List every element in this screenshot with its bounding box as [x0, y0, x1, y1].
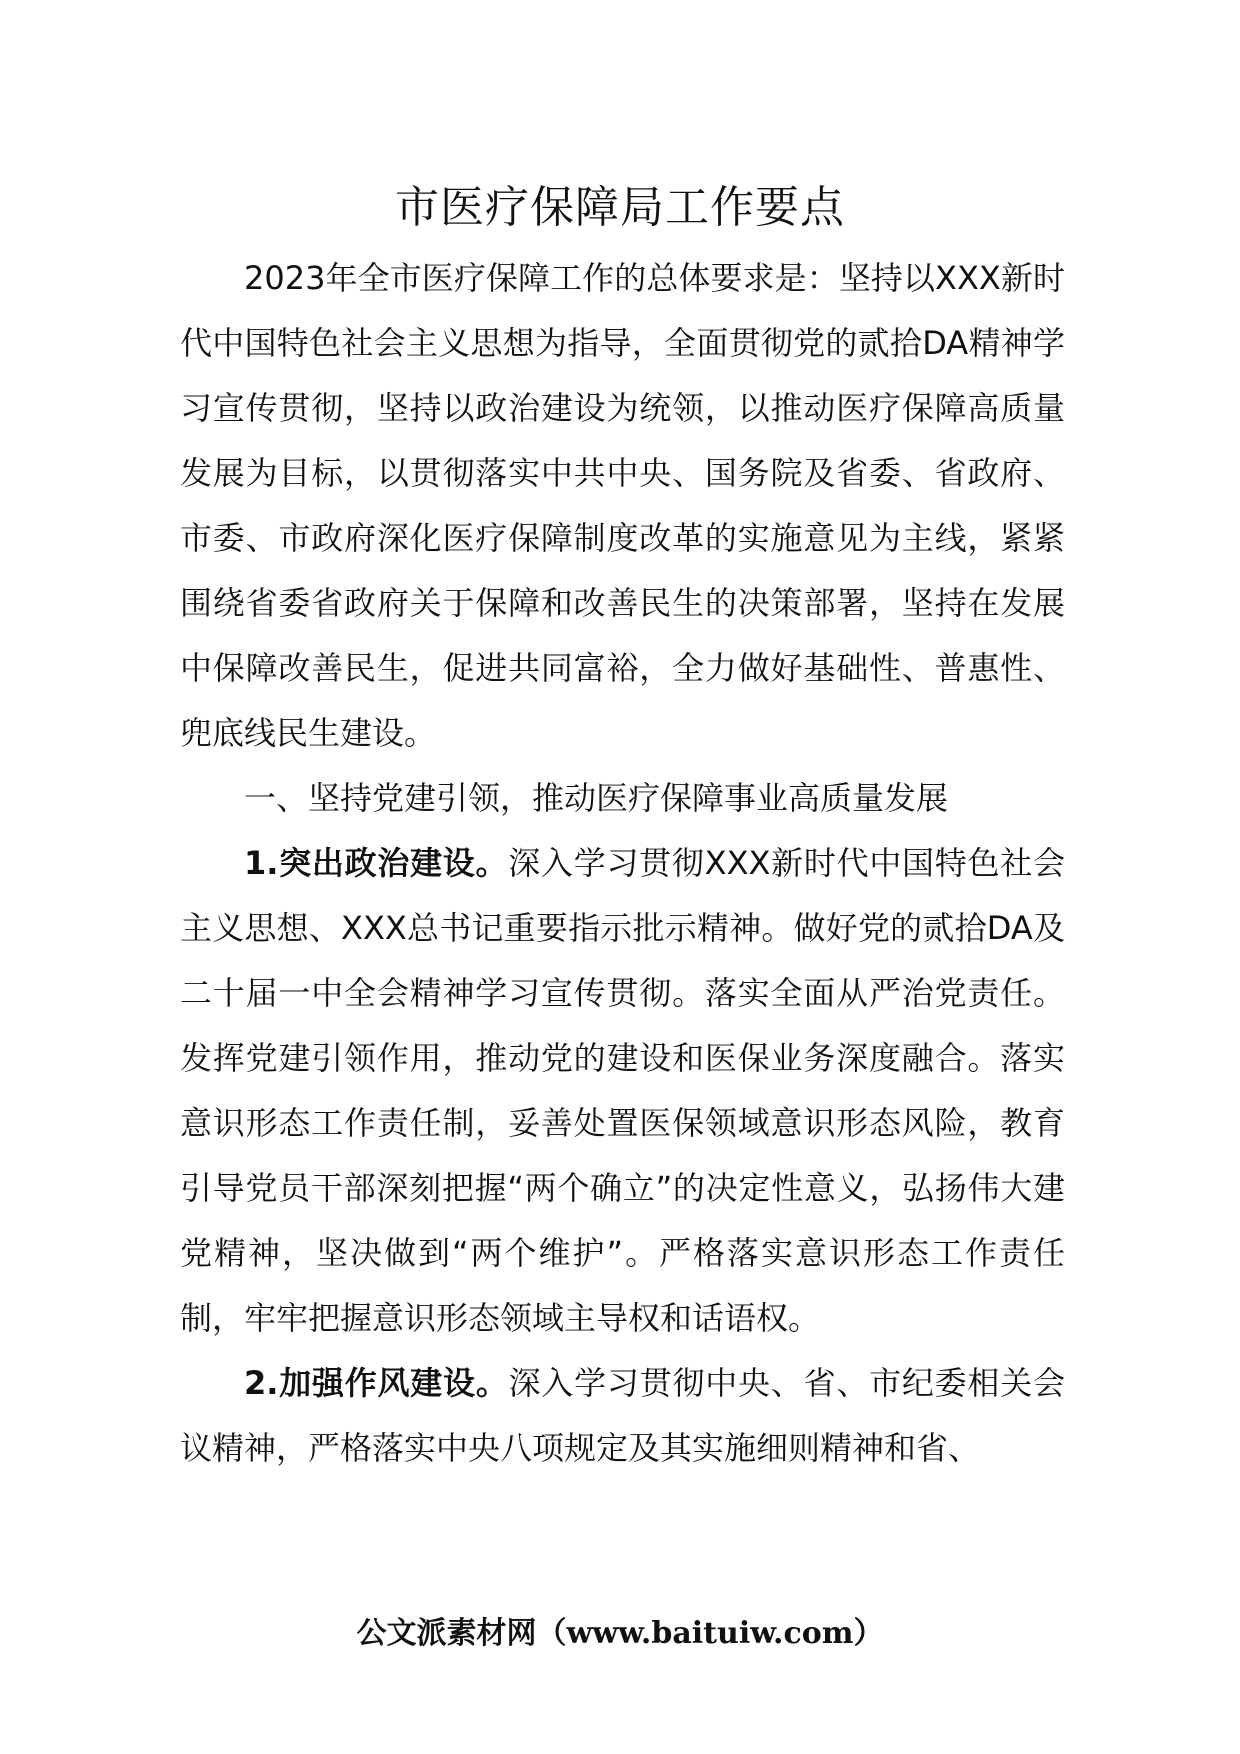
item-text-2: 深入学习贯彻中央、省、市纪委相关会议精神，严格落实中央八项规定及其实施细则精神和省、	[180, 1364, 1065, 1467]
item-lead-1: 1.突出政治建设。	[244, 844, 509, 882]
document-title: 市医疗保障局工作要点	[395, 182, 845, 233]
section-heading: 一、坚持党建引领，推动医疗保障事业高质量发展	[244, 779, 949, 817]
document-body	[180, 246, 1065, 1481]
item-paragraph-2	[180, 1351, 1065, 1481]
intro-paragraph: 2023年全市医疗保障工作的总体要求是：坚持以XXX新时代中国特色社会主义思想为指导，全面贯彻党的贰拾DA精神学习宣传贯彻，坚持以政治建设为统领，以推动医疗保障高质量发展为目标，以贯彻落实中共中央、国务院及省委、省政府、市委、市政府深化医疗保障制度改革的实施意见为主线，紧紧围绕省委省政府关于保障和改善民生的决策部署，坚持在发展中保障改善民生，促进共同富裕，全力做好基础性、普惠性、兜底线民生建设。	[180, 259, 1065, 752]
footer-watermark: 公文派素材网（www.baituiw.com）	[356, 1616, 884, 1651]
item-lead-2: 2.加强作风建设。	[244, 1364, 509, 1402]
item-paragraph-1	[180, 831, 1065, 1351]
item-text-1: 深入学习贯彻XXX新时代中国特色社会主义思想、XXX总书记重要指示批示精神。做好党的贰拾DA及二十届一中全会精神学习宣传贯彻。落实全面从严治党责任。发挥党建引领作用，推动党的建设和医保业务深度融合。落实意识形态工作责任制，妥善处置医保领域意识形态风险，教育引导党员干部深刻把握“两个确立”的决定性意义，弘扬伟大建党精神，坚决做到“两个维护”。严格落实意识形态工作责任制，牢牢把握意识形态领域主导权和话语权。	[180, 844, 1065, 1337]
